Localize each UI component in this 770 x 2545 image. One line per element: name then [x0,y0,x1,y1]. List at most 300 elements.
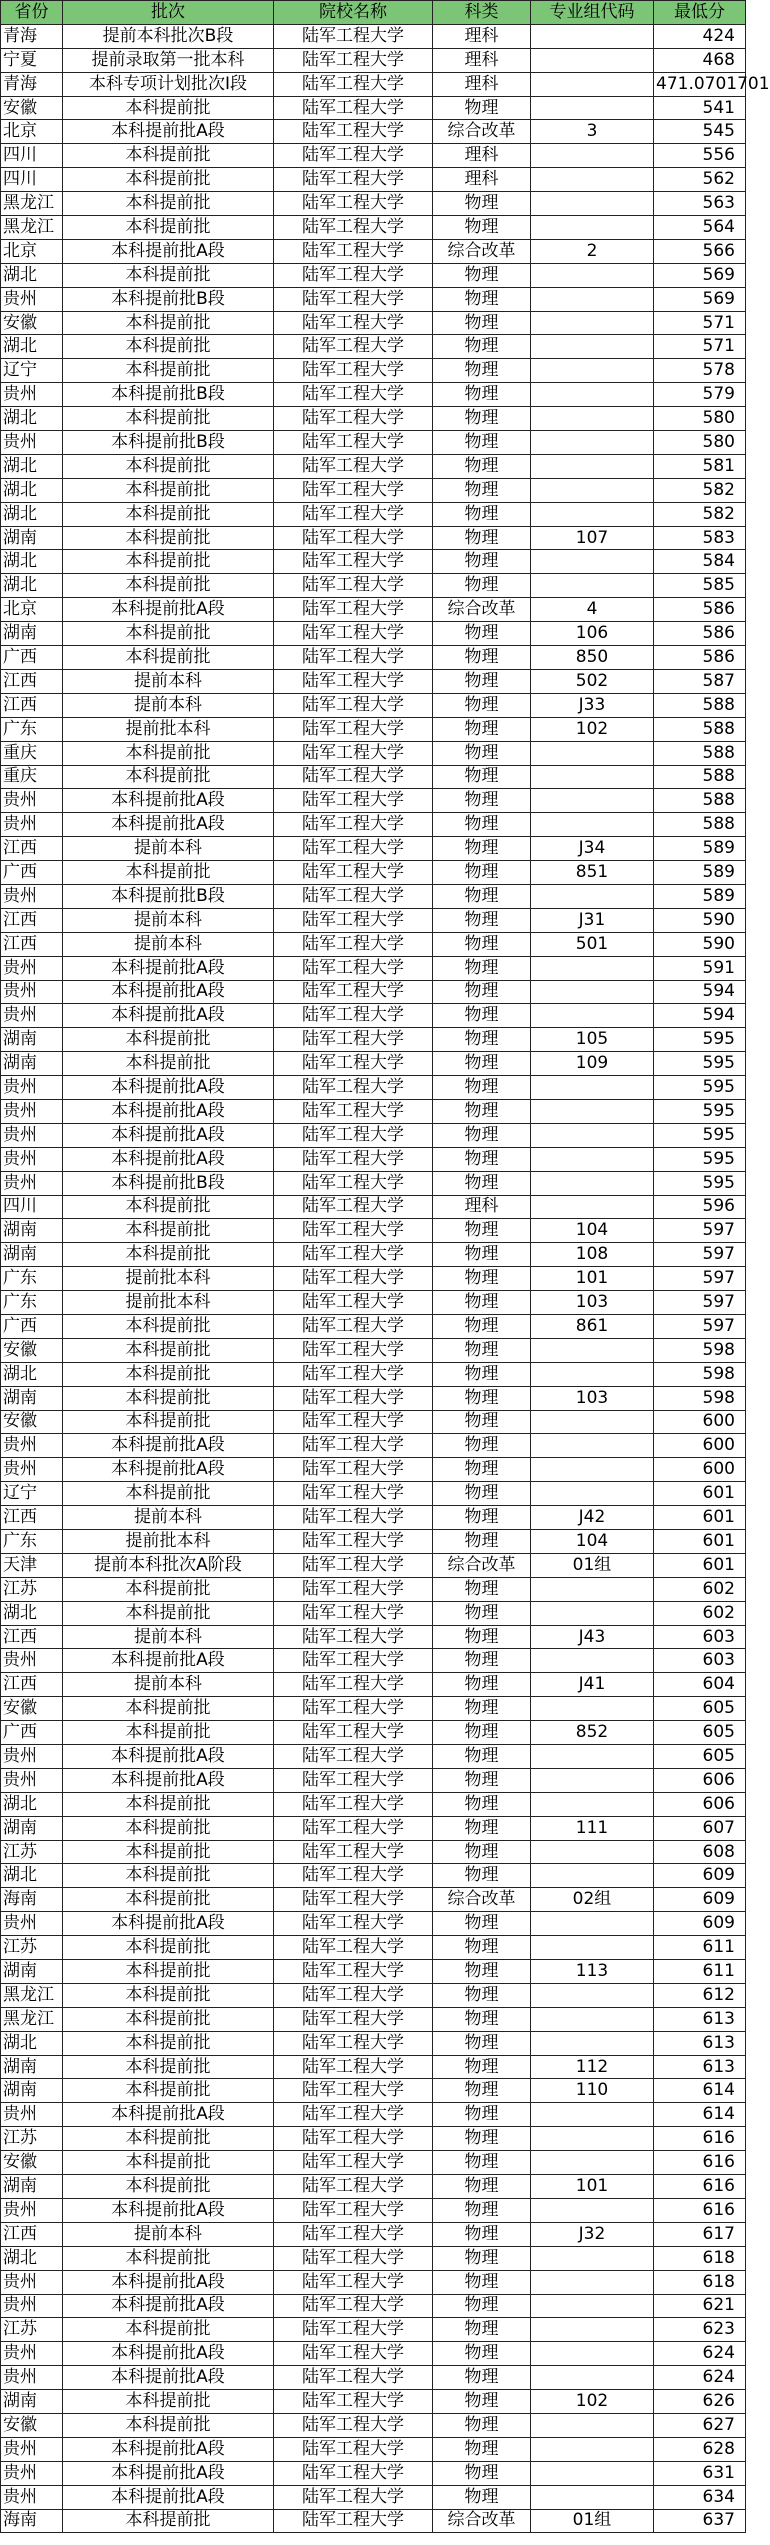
cell-province: 贵州 [1,1912,63,1936]
cell-batch: 提前本科 [63,1625,274,1649]
cell-min-score: 595 [654,1147,746,1171]
cell-province: 黑龙江 [1,216,63,240]
cell-min-score: 586 [654,646,746,670]
table-row [1,1458,746,1482]
table-row [1,2127,746,2151]
cell-school-name: 陆军工程大学 [274,216,433,240]
cell-min-score: 611 [654,1960,746,1984]
cell-school-name: 陆军工程大学 [274,1147,433,1171]
cell-school-name: 陆军工程大学 [274,2366,433,2390]
cell-subject-type: 物理 [433,789,531,813]
cell-province: 广东 [1,1291,63,1315]
cell-major-group-code [531,1458,654,1482]
cell-major-group-code: 106 [531,622,654,646]
cell-min-score: 583 [654,526,746,550]
cell-subject-type: 物理 [433,2413,531,2437]
cell-batch: 提前本科批次B段 [63,24,274,48]
cell-min-score: 597 [654,1314,746,1338]
cell-batch: 本科提前批 [63,1721,274,1745]
cell-min-score: 602 [654,1601,746,1625]
cell-province: 贵州 [1,1171,63,1195]
table-row [1,359,746,383]
cell-major-group-code [531,765,654,789]
cell-subject-type: 物理 [433,1314,531,1338]
cell-subject-type: 理科 [433,24,531,48]
cell-province: 重庆 [1,765,63,789]
cell-major-group-code: 502 [531,669,654,693]
cell-subject-type: 物理 [433,550,531,574]
table-row [1,478,746,502]
cell-school-name: 陆军工程大学 [274,1864,433,1888]
cell-major-group-code: 103 [531,1291,654,1315]
cell-batch: 提前录取第一批本科 [63,48,274,72]
cell-min-score: 569 [654,263,746,287]
table-row [1,2222,746,2246]
cell-subject-type: 物理 [433,2175,531,2199]
table-row [1,2055,746,2079]
cell-subject-type: 物理 [433,837,531,861]
cell-school-name: 陆军工程大学 [274,2413,433,2437]
cell-major-group-code: J41 [531,1673,654,1697]
cell-school-name: 陆军工程大学 [274,2270,433,2294]
cell-min-score: 579 [654,383,746,407]
cell-school-name: 陆军工程大学 [274,1936,433,1960]
cell-school-name: 陆军工程大学 [274,1004,433,1028]
table-row [1,1506,746,1530]
cell-batch: 本科提前批A段 [63,1434,274,1458]
cell-min-score: 582 [654,502,746,526]
cell-province: 宁夏 [1,48,63,72]
cell-subject-type: 物理 [433,2222,531,2246]
cell-major-group-code [531,2437,654,2461]
table-row [1,2175,746,2199]
cell-batch: 本科提前批 [63,861,274,885]
cell-major-group-code [531,311,654,335]
cell-batch: 提前本科 [63,837,274,861]
cell-min-score: 589 [654,884,746,908]
cell-batch: 本科提前批B段 [63,1171,274,1195]
cell-major-group-code [531,1004,654,1028]
cell-major-group-code [531,2198,654,2222]
table-row [1,884,746,908]
cell-school-name: 陆军工程大学 [274,717,433,741]
table-row [1,1410,746,1434]
cell-province: 黑龙江 [1,192,63,216]
cell-subject-type: 物理 [433,2270,531,2294]
cell-min-score: 580 [654,431,746,455]
cell-min-score: 626 [654,2390,746,2414]
cell-school-name: 陆军工程大学 [274,1458,433,1482]
cell-school-name: 陆军工程大学 [274,1028,433,1052]
cell-min-score: 605 [654,1697,746,1721]
cell-min-score: 566 [654,239,746,263]
cell-school-name: 陆军工程大学 [274,120,433,144]
cell-school-name: 陆军工程大学 [274,693,433,717]
cell-school-name: 陆军工程大学 [274,2151,433,2175]
table-row [1,669,746,693]
cell-school-name: 陆军工程大学 [274,550,433,574]
cell-min-score: 616 [654,2151,746,2175]
cell-province: 贵州 [1,383,63,407]
cell-province: 四川 [1,168,63,192]
cell-major-group-code: 109 [531,1052,654,1076]
cell-major-group-code [531,168,654,192]
cell-batch: 本科提前批 [63,1983,274,2007]
cell-subject-type: 物理 [433,2461,531,2485]
cell-school-name: 陆军工程大学 [274,932,433,956]
cell-school-name: 陆军工程大学 [274,1768,433,1792]
cell-batch: 本科提前批 [63,1243,274,1267]
table-row [1,431,746,455]
cell-min-score: 595 [654,1099,746,1123]
cell-subject-type: 物理 [433,335,531,359]
cell-school-name: 陆军工程大学 [274,2461,433,2485]
table-row [1,1171,746,1195]
cell-major-group-code [531,2485,654,2509]
cell-province: 湖北 [1,478,63,502]
cell-province: 湖南 [1,622,63,646]
table-row [1,120,746,144]
cell-major-group-code: 01组 [531,2509,654,2533]
table-row [1,2390,746,2414]
cell-major-group-code: J42 [531,1506,654,1530]
cell-province: 贵州 [1,1745,63,1769]
cell-major-group-code [531,478,654,502]
cell-min-score: 612 [654,1983,746,2007]
cell-batch: 本科提前批A段 [63,2437,274,2461]
cell-subject-type: 物理 [433,2031,531,2055]
cell-province: 广东 [1,1267,63,1291]
cell-school-name: 陆军工程大学 [274,48,433,72]
cell-school-name: 陆军工程大学 [274,837,433,861]
cell-major-group-code [531,1195,654,1219]
cell-min-score: 614 [654,2103,746,2127]
cell-major-group-code [531,1076,654,1100]
table-row [1,1052,746,1076]
cell-subject-type: 物理 [433,1004,531,1028]
cell-province: 贵州 [1,956,63,980]
cell-batch: 本科提前批 [63,2055,274,2079]
cell-major-group-code: 02组 [531,1888,654,1912]
cell-major-group-code: 850 [531,646,654,670]
cell-school-name: 陆军工程大学 [274,598,433,622]
cell-batch: 本科提前批 [63,2079,274,2103]
cell-batch: 本科提前批A段 [63,2342,274,2366]
cell-subject-type: 物理 [433,2485,531,2509]
cell-major-group-code [531,1123,654,1147]
cell-batch: 本科提前批 [63,2151,274,2175]
cell-min-score: 609 [654,1888,746,1912]
cell-major-group-code [531,2461,654,2485]
header-subject-type: 科类 [433,1,531,25]
cell-school-name: 陆军工程大学 [274,1577,433,1601]
cell-province: 贵州 [1,2437,63,2461]
cell-province: 北京 [1,239,63,263]
cell-batch: 本科提前批 [63,765,274,789]
cell-province: 湖南 [1,2079,63,2103]
table-row [1,1960,746,1984]
cell-province: 贵州 [1,884,63,908]
cell-min-score: 588 [654,741,746,765]
cell-major-group-code [531,72,654,96]
cell-subject-type: 物理 [433,1219,531,1243]
table-row [1,1721,746,1745]
cell-school-name: 陆军工程大学 [274,2294,433,2318]
cell-subject-type: 物理 [433,1052,531,1076]
cell-province: 北京 [1,120,63,144]
cell-subject-type: 物理 [433,407,531,431]
table-row [1,1673,746,1697]
cell-province: 广西 [1,861,63,885]
cell-min-score: 556 [654,144,746,168]
cell-min-score: 617 [654,2222,746,2246]
cell-province: 湖北 [1,550,63,574]
cell-batch: 提前批本科 [63,1291,274,1315]
cell-major-group-code: J33 [531,693,654,717]
cell-subject-type: 物理 [433,1601,531,1625]
cell-province: 江苏 [1,1936,63,1960]
table-row [1,1768,746,1792]
cell-school-name: 陆军工程大学 [274,1530,433,1554]
cell-province: 江西 [1,837,63,861]
cell-major-group-code: 4 [531,598,654,622]
cell-subject-type: 物理 [433,980,531,1004]
table-row [1,813,746,837]
table-row [1,2342,746,2366]
cell-batch: 本科提前批 [63,1362,274,1386]
cell-min-score: 600 [654,1410,746,1434]
table-row [1,2151,746,2175]
cell-major-group-code [531,2103,654,2127]
cell-min-score: 563 [654,192,746,216]
cell-school-name: 陆军工程大学 [274,454,433,478]
cell-subject-type: 物理 [433,1697,531,1721]
table-row [1,311,746,335]
cell-subject-type: 物理 [433,1028,531,1052]
cell-subject-type: 物理 [433,263,531,287]
cell-major-group-code [531,1864,654,1888]
header-min-score: 最低分 [654,1,746,25]
cell-province: 江西 [1,1506,63,1530]
cell-subject-type: 物理 [433,1840,531,1864]
cell-province: 江西 [1,1673,63,1697]
cell-major-group-code: J43 [531,1625,654,1649]
cell-school-name: 陆军工程大学 [274,1195,433,1219]
cell-major-group-code [531,192,654,216]
table-row [1,1076,746,1100]
cell-batch: 本科提前批 [63,2007,274,2031]
cell-province: 湖南 [1,1386,63,1410]
table-row [1,908,746,932]
table-row [1,192,746,216]
table-row [1,1291,746,1315]
table-row [1,1028,746,1052]
table-row [1,765,746,789]
cell-school-name: 陆军工程大学 [274,1243,433,1267]
cell-min-score: 580 [654,407,746,431]
cell-subject-type: 物理 [433,1649,531,1673]
header-province: 省份 [1,1,63,25]
table-row [1,2318,746,2342]
cell-major-group-code [531,1338,654,1362]
cell-min-score: 618 [654,2246,746,2270]
table-row [1,646,746,670]
table-row [1,2007,746,2031]
table-row [1,1362,746,1386]
cell-school-name: 陆军工程大学 [274,2007,433,2031]
cell-school-name: 陆军工程大学 [274,144,433,168]
table-row [1,861,746,885]
cell-province: 四川 [1,144,63,168]
cell-major-group-code [531,24,654,48]
cell-min-score: 606 [654,1768,746,1792]
cell-batch: 本科提前批 [63,454,274,478]
cell-batch: 本科提前批A段 [63,1004,274,1028]
cell-subject-type: 物理 [433,741,531,765]
cell-batch: 本科提前批A段 [63,956,274,980]
cell-school-name: 陆军工程大学 [274,192,433,216]
table-row [1,239,746,263]
cell-major-group-code: 851 [531,861,654,885]
cell-province: 安徽 [1,2413,63,2437]
cell-subject-type: 物理 [433,1816,531,1840]
table-row [1,1147,746,1171]
cell-province: 湖北 [1,574,63,598]
cell-province: 贵州 [1,980,63,1004]
cell-batch: 本科提前批 [63,2031,274,2055]
cell-school-name: 陆军工程大学 [274,2079,433,2103]
cell-min-score: 589 [654,837,746,861]
cell-batch: 提前本科 [63,693,274,717]
cell-batch: 本科提前批A段 [63,1076,274,1100]
cell-province: 贵州 [1,431,63,455]
cell-batch: 本科提前批 [63,1577,274,1601]
cell-province: 江苏 [1,1840,63,1864]
cell-province: 湖北 [1,454,63,478]
table-row [1,1792,746,1816]
cell-min-score: 581 [654,454,746,478]
cell-subject-type: 物理 [433,2151,531,2175]
cell-subject-type: 物理 [433,1673,531,1697]
cell-min-score: 613 [654,2007,746,2031]
cell-province: 贵州 [1,1004,63,1028]
cell-batch: 本科提前批A段 [63,2366,274,2390]
cell-min-score: 586 [654,622,746,646]
cell-min-score: 595 [654,1076,746,1100]
cell-school-name: 陆军工程大学 [274,526,433,550]
cell-subject-type: 物理 [433,1625,531,1649]
cell-batch: 本科提前批A段 [63,2294,274,2318]
cell-subject-type: 物理 [433,2390,531,2414]
cell-batch: 本科提前批 [63,1219,274,1243]
cell-school-name: 陆军工程大学 [274,72,433,96]
table-row [1,96,746,120]
cell-province: 青海 [1,72,63,96]
cell-min-score: 603 [654,1625,746,1649]
cell-subject-type: 物理 [433,1912,531,1936]
cell-subject-type: 物理 [433,311,531,335]
cell-province: 贵州 [1,2270,63,2294]
cell-subject-type: 物理 [433,1338,531,1362]
cell-school-name: 陆军工程大学 [274,908,433,932]
table-row [1,2437,746,2461]
cell-subject-type: 物理 [433,1171,531,1195]
cell-province: 湖南 [1,1028,63,1052]
cell-batch: 本科提前批 [63,1601,274,1625]
table-row [1,1577,746,1601]
table-row [1,526,746,550]
cell-subject-type: 物理 [433,287,531,311]
cell-major-group-code [531,1434,654,1458]
cell-school-name: 陆军工程大学 [274,2175,433,2199]
cell-batch: 本科提前批 [63,478,274,502]
cell-school-name: 陆军工程大学 [274,2509,433,2533]
cell-subject-type: 综合改革 [433,239,531,263]
cell-batch: 本科提前批 [63,407,274,431]
cell-province: 海南 [1,2509,63,2533]
cell-school-name: 陆军工程大学 [274,1912,433,1936]
cell-school-name: 陆军工程大学 [274,502,433,526]
cell-subject-type: 物理 [433,2342,531,2366]
cell-batch: 提前本科 [63,908,274,932]
cell-min-score: 616 [654,2127,746,2151]
cell-batch: 提前批本科 [63,1530,274,1554]
table-row [1,1195,746,1219]
cell-major-group-code [531,1697,654,1721]
table-row [1,1338,746,1362]
cell-school-name: 陆军工程大学 [274,1553,433,1577]
table-row [1,1745,746,1769]
cell-min-score: 588 [654,717,746,741]
cell-major-group-code [531,741,654,765]
cell-subject-type: 理科 [433,1195,531,1219]
cell-province: 江西 [1,908,63,932]
cell-min-score: 597 [654,1219,746,1243]
cell-subject-type: 物理 [433,2294,531,2318]
cell-min-score: 628 [654,2437,746,2461]
cell-subject-type: 物理 [433,1243,531,1267]
cell-subject-type: 物理 [433,669,531,693]
cell-major-group-code: J34 [531,837,654,861]
cell-min-score: 621 [654,2294,746,2318]
table-row [1,1816,746,1840]
cell-subject-type: 物理 [433,765,531,789]
cell-province: 广西 [1,646,63,670]
cell-major-group-code: 110 [531,2079,654,2103]
cell-province: 天津 [1,1553,63,1577]
cell-province: 贵州 [1,2461,63,2485]
cell-school-name: 陆军工程大学 [274,980,433,1004]
cell-batch: 提前本科 [63,2222,274,2246]
cell-major-group-code: 113 [531,1960,654,1984]
cell-school-name: 陆军工程大学 [274,2246,433,2270]
table-row [1,407,746,431]
table-row [1,693,746,717]
cell-major-group-code [531,2342,654,2366]
cell-subject-type: 物理 [433,693,531,717]
cell-province: 安徽 [1,2151,63,2175]
cell-school-name: 陆军工程大学 [274,1076,433,1100]
cell-batch: 本科提前批A段 [63,1123,274,1147]
cell-province: 北京 [1,598,63,622]
cell-province: 贵州 [1,2294,63,2318]
cell-batch: 本科提前批A段 [63,1099,274,1123]
cell-batch: 本科提前批 [63,646,274,670]
cell-batch: 本科提前批A段 [63,2270,274,2294]
cell-major-group-code: 107 [531,526,654,550]
cell-school-name: 陆军工程大学 [274,646,433,670]
cell-school-name: 陆军工程大学 [274,335,433,359]
